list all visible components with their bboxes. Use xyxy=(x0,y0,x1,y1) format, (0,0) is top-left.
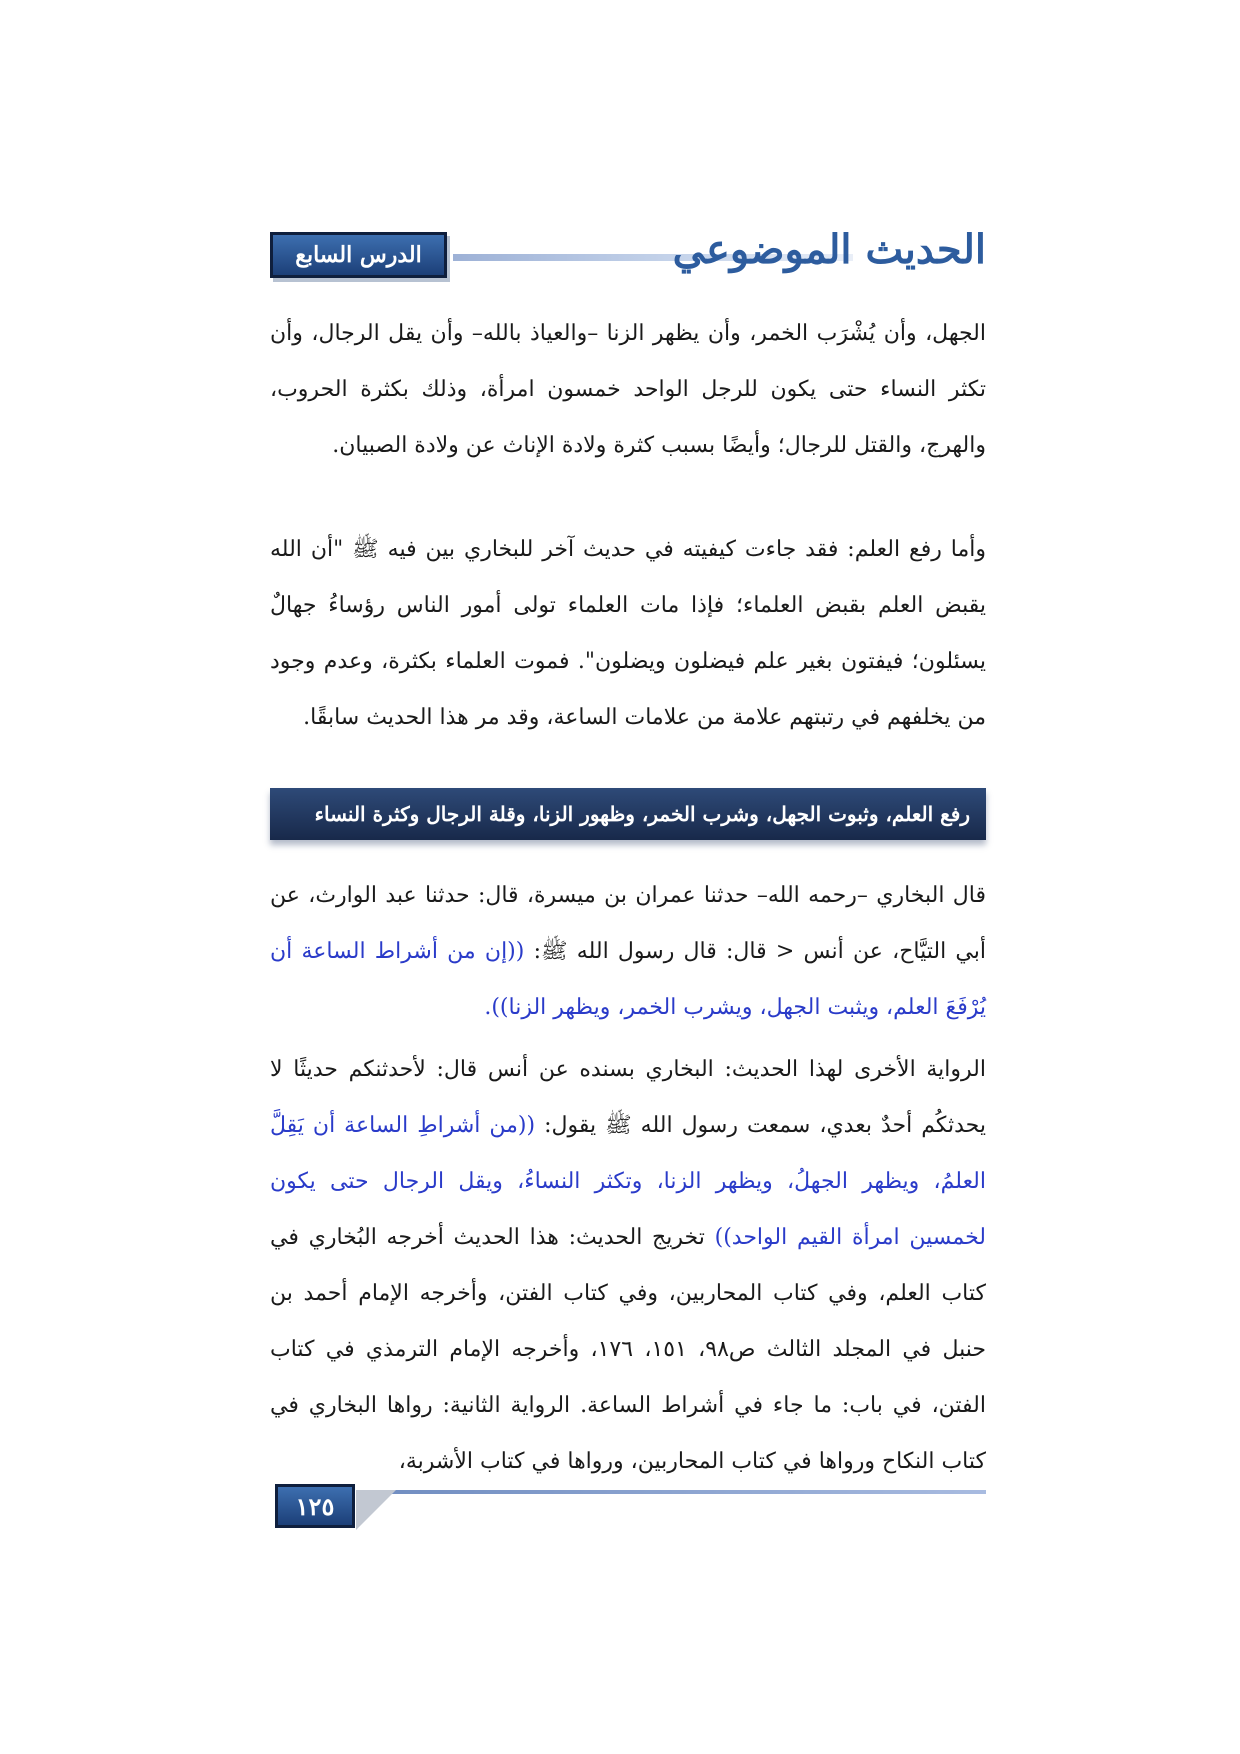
footer-divider xyxy=(360,1490,986,1494)
lesson-badge: الدرس السابع xyxy=(270,232,447,278)
hadith-quote-1: ((إن من أشراط الساعة أن يُرْفَعَ العلم، ويثبت الجهل، ويشرب الخمر، ويظهر الزنا)). xyxy=(270,939,986,1020)
paragraph-3-intro: قال البخاري –رحمه الله– حدثنا عمران بن ميسرة، قال: حدثنا عبد الوارث، عن أبي التيَّاح، عن أنس < قال: قال رسول الله ﷺ: xyxy=(270,883,986,964)
page-footer xyxy=(270,1484,986,1532)
paragraph-4-intro: الرواية الأخرى لهذا الحديث: البخاري بسنده عن أنس قال: لأحدثنكم حديثًا لا يحدثكُم أحدٌ بعدي، سمعت رسول الله ﷺ يقول: xyxy=(270,1057,987,1138)
paragraph-1 xyxy=(270,306,986,474)
paragraph-3 xyxy=(270,868,986,1036)
paragraph-4 xyxy=(270,1042,986,1490)
hadith-quote-2: ((من أشراطِ الساعة أن يَقِلَّ العلمُ، ويظهر الجهلُ، ويظهر الزنا، وتكثر النساءُ، ويقل الرجال حتى يكون لخمسين امرأة القيم الواحد)) xyxy=(270,1113,987,1250)
page-title: الحديث الموضوعي xyxy=(672,226,986,273)
paragraph-4-text xyxy=(270,1042,986,1490)
page-number: ١٢٥ xyxy=(275,1484,355,1528)
paragraph-3-text xyxy=(270,868,986,1036)
footer-shadow-wedge xyxy=(356,1490,396,1530)
section-heading xyxy=(270,788,986,840)
paragraph-1-text: الجهل، وأن يُشْرَب الخمر، وأن يظهر الزنا –والعياذ بالله– وأن يقل الرجال، وأن تكثر النساء حتى يكون للرجل الواحد خمسون امرأة، وذلك بكثرة الحروب، والهرج، والقتل للرجال؛ وأيضًا بسبب كثرة ولادة الإناث عن ولادة الصبيان. xyxy=(270,321,986,458)
paragraph-4-rest: تخريج الحديث: هذا الحديث أخرجه البُخاري في كتاب العلم، وفي كتاب المحاربين، وفي كتاب الفتن، وأخرجه الإمام أحمد بن حنبل في المجلد الثالث ص٩٨، ١٥١، ١٧٦، وأخرجه الإمام الترمذي في كتاب الفتن، في باب: ما جاء في أشراط الساعة. الرواية الثانية: رواها البخاري في كتاب النكاح ورواها في كتاب المحاربين، ورواها في كتاب الأشربة، xyxy=(270,1225,986,1474)
page-header xyxy=(270,226,986,290)
section-heading-text: رفع العلم، وثبوت الجهل، وشرب الخمر، وظهور الزنا، وقلة الرجال وكثرة النساء xyxy=(314,802,970,826)
paragraph-2 xyxy=(270,522,986,746)
paragraph-2-text: وأما رفع العلم: فقد جاءت كيفيته في حديث آخر للبخاري بين فيه ﷺ "أن الله يقبض العلم بقبض العلماء؛ فإذا مات العلماء تولى أمور الناس رؤساءُ جهالٌ يسئلون؛ فيفتون بغير علم فيضلون ويضلون". فموت العلماء بكثرة، وعدم وجود من يخلفهم في رتبتهم علامة من علامات الساعة، وقد مر هذا الحديث سابقًا. xyxy=(270,537,986,730)
